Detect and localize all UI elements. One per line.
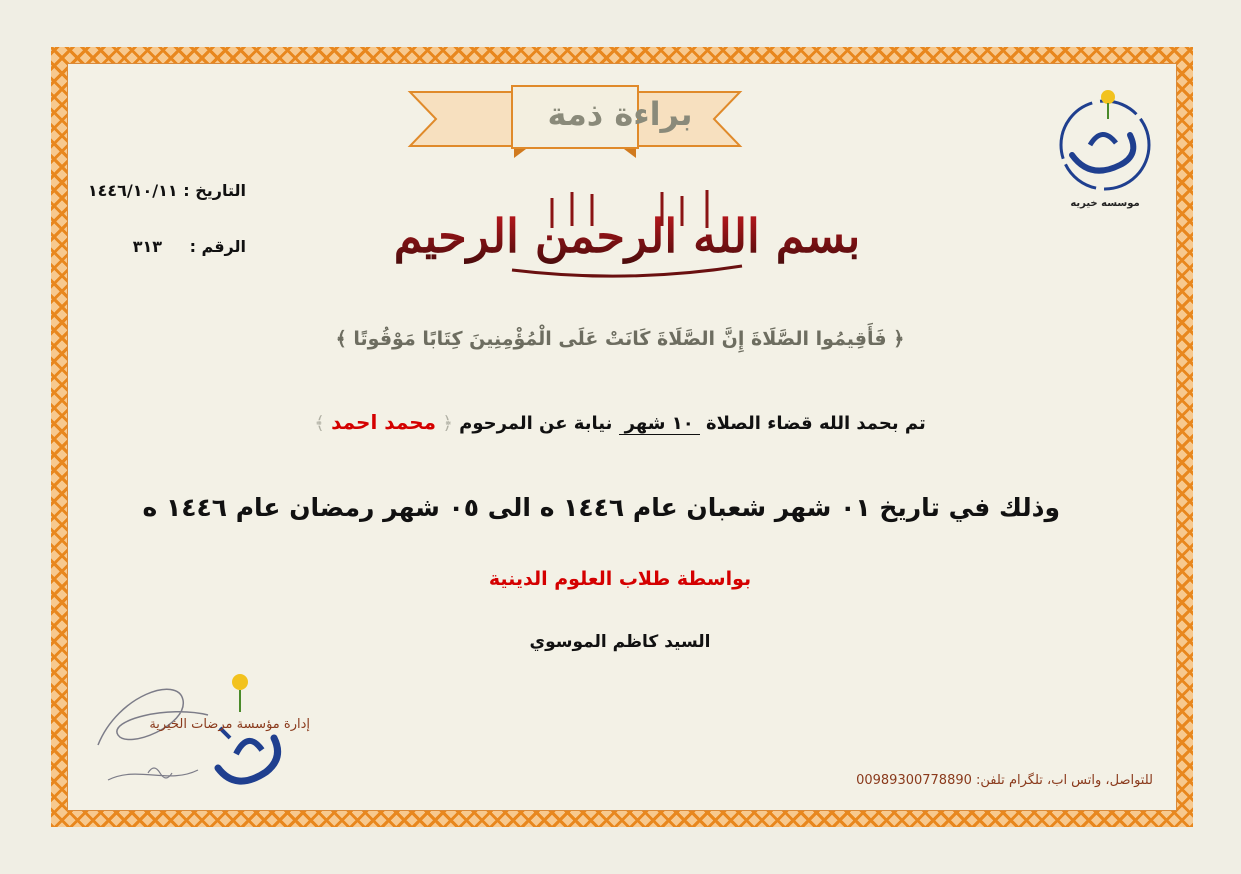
basmala-text: بسم الله الرحمن الرحيم (393, 209, 861, 263)
date-label: التاريخ : (183, 181, 246, 200)
contact-label: للتواصل، واتس اب، تلگرام تلفن: (976, 773, 1153, 788)
completion-suffix: نيابة عن المرحوم (459, 413, 613, 434)
date-range-line: وذلك في تاريخ ٠١ شهر شعبان عام ١٤٤٦ ه الى ٠٥ شهر رمضان عام ١٤٤٦ ه (142, 493, 1060, 522)
number-row (133, 237, 246, 256)
date-value: ١٤٤٦/١٠/١١ (87, 181, 178, 200)
completion-line (260, 410, 980, 434)
date-row (88, 181, 246, 200)
deceased-name: محمد احمد (331, 410, 437, 434)
quran-verse: ﴿ فَأَقِيمُوا الصَّلَاةَ إِنَّ الصَّلَاةَ كَانَتْ عَلَى الْمُؤْمِنِينَ كِتَابًا مَوْقُوتًا ﴾ (335, 328, 905, 350)
basmala-calligraphy (393, 180, 861, 290)
signatory-name: السيد كاظم الموسوي (529, 632, 711, 652)
contact-info (856, 773, 1153, 788)
performed-by-line: بواسطة طلاب العلوم الدينية (488, 568, 752, 590)
foundation-seal-logo (200, 668, 300, 796)
administration-text: إدارة مؤسسة مرضات الخيرية (149, 717, 310, 732)
number-label: الرقم : (189, 237, 246, 256)
contact-phone: 00989300778890 (856, 773, 972, 788)
completion-prefix: تم بحمد الله قضاء الصلاة (705, 413, 926, 434)
logo-caption: موسسه خیریه (1070, 198, 1140, 209)
bracket-open: ﴿ (442, 413, 453, 434)
bracket-close: ﴾ (314, 413, 325, 434)
certificate-title: براءة ذمة (547, 95, 693, 133)
number-value: ٣١٣ (132, 237, 162, 256)
foundation-logo (1050, 85, 1160, 215)
prayer-count: ١٠ شهر (619, 413, 700, 435)
